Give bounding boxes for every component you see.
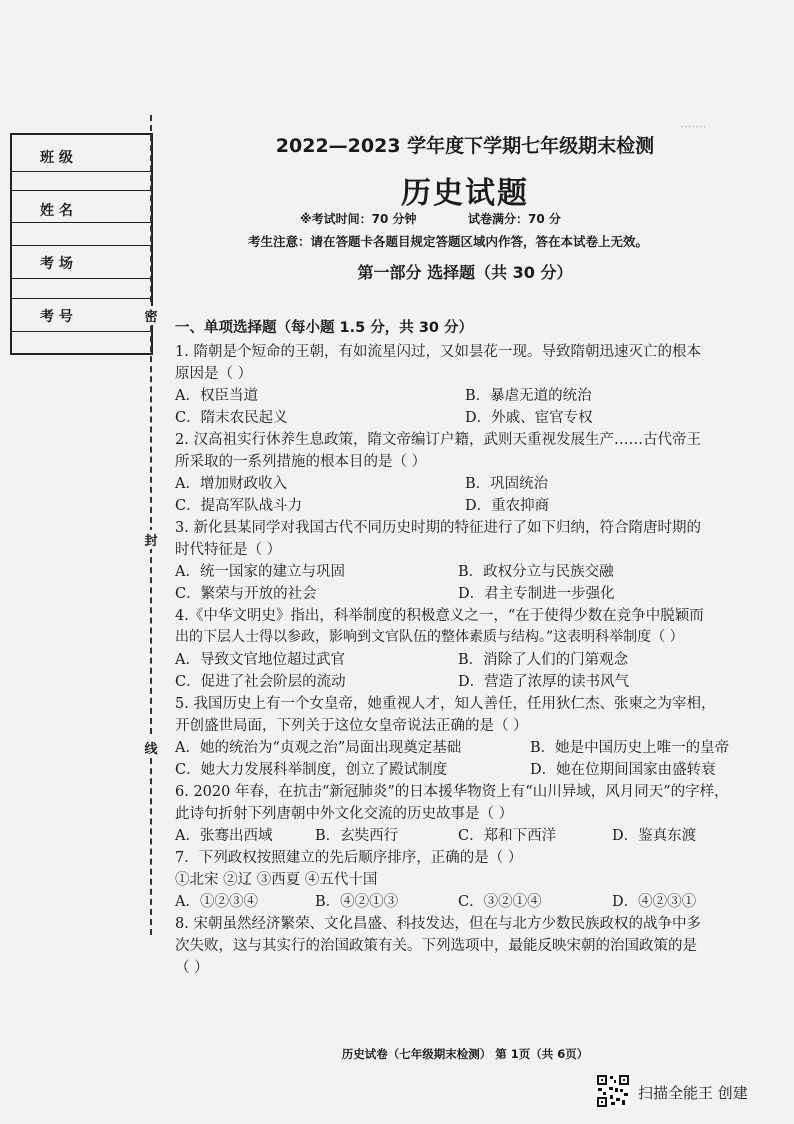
question-5-line-1: 5. 我国历史上有一个女皇帝，她重视人才，知人善任，任用狄仁杰、张柬之为宰相， bbox=[175, 696, 716, 712]
question-4-line-1: 4.《中华文明史》指出，科举制度的积极意义之一，“在于使得少数在竞争中脱颖而 bbox=[175, 608, 704, 624]
exam-time: ※考试时间：70 分钟 bbox=[300, 212, 417, 226]
student-info-box bbox=[10, 133, 153, 355]
divider bbox=[12, 331, 151, 332]
option-d: D．重农抑商 bbox=[465, 498, 550, 514]
option-d: D．君主专制进一步强化 bbox=[458, 586, 615, 602]
option-b: B．④②①③ bbox=[315, 894, 399, 910]
question-7-line-2: ①北宋 ②辽 ③西夏 ④五代十国 bbox=[175, 872, 378, 888]
qr-code-icon bbox=[596, 1074, 630, 1108]
question-8-line-2: 次失败，这与其实行的治国政策有关。下列选项中，最能反映宋朝的治国政策的是 bbox=[175, 938, 697, 954]
exam-notice: 考生注意：请在答题卡各题目规定答题区域内作答，答在本试卷上无效。 bbox=[248, 234, 649, 249]
option-d: D．鉴真东渡 bbox=[612, 828, 697, 844]
scanner-watermark: 扫描全能王 创建 bbox=[638, 1084, 748, 1102]
option-d: D．营造了浓厚的读书风气 bbox=[458, 674, 630, 690]
option-d: D．④②③① bbox=[612, 894, 697, 910]
subject-title: 历史试题 bbox=[401, 176, 529, 211]
option-c: C．郑和下西洋 bbox=[458, 828, 557, 844]
option-d: D．外戚、宦官专权 bbox=[465, 410, 593, 426]
question-3-line-2: 时代特征是（ ） bbox=[175, 542, 282, 558]
option-a: A．权臣当道 bbox=[175, 388, 258, 404]
part-title: 第一部分 选择题（共 30 分） bbox=[357, 263, 573, 282]
question-8-line-3: （ ） bbox=[175, 960, 209, 976]
seal-char-feng: 封 bbox=[143, 530, 159, 549]
option-c: C．繁荣与开放的社会 bbox=[175, 586, 317, 602]
divider bbox=[12, 222, 151, 223]
option-c: C．她大力发展科举制度，创立了殿试制度 bbox=[175, 762, 448, 778]
question-4-line-2: 出的下层人士得以参政，影响到文官队伍的整体素质与结构。”这表明科举制度（ ） bbox=[175, 629, 684, 645]
question-6-line-2: 此诗句折射下列唐朝中外文化交流的历史故事是（ ） bbox=[175, 806, 514, 822]
option-a: A．增加财政收入 bbox=[175, 476, 287, 492]
name-row bbox=[12, 190, 151, 245]
question-8-line-1: 8. 宋朝虽然经济繁荣、文化昌盛、科技发达，但在与北方少数民族政权的战争中多 bbox=[175, 916, 701, 932]
class-row bbox=[12, 135, 151, 190]
bleed-through: ······· bbox=[680, 120, 707, 134]
seal-char-xian: 线 bbox=[143, 738, 159, 757]
option-b: B．暴虐无道的统治 bbox=[465, 388, 592, 404]
name-label: 姓 名 bbox=[40, 203, 73, 219]
option-a: A．①②③④ bbox=[175, 894, 258, 910]
option-d: D．她在位期间国家由盛转衰 bbox=[530, 762, 716, 778]
option-b: B．玄奘西行 bbox=[315, 828, 399, 844]
exam-room-label: 考 场 bbox=[40, 256, 73, 272]
option-b: B．她是中国历史上唯一的皇帝 bbox=[530, 740, 730, 756]
option-c: C．隋末农民起义 bbox=[175, 410, 288, 426]
question-3-line-1: 3. 新化县某同学对我国古代不同历史时期的特征进行了如下归纳，符合隋唐时期的 bbox=[175, 520, 701, 536]
option-c: C．③②①④ bbox=[458, 894, 542, 910]
exam-title: 2022—2023 学年度下学期七年级期末检测 bbox=[275, 135, 655, 157]
question-6-line-1: 6. 2020 年春，在抗击“新冠肺炎”的日本援华物资上有“山川异域，风月同天”的字样， bbox=[175, 784, 729, 800]
option-c: C．提高军队战斗力 bbox=[175, 498, 303, 514]
option-a: A．导致文官地位超过武官 bbox=[175, 652, 345, 668]
seal-char-mi: 密 bbox=[143, 306, 159, 325]
section-title: 一、单项选择题（每小题 1.5 分，共 30 分） bbox=[175, 320, 474, 336]
option-a: A．张骞出西域 bbox=[175, 828, 273, 844]
seal-line bbox=[150, 115, 152, 935]
option-b: B．消除了人们的门第观念 bbox=[458, 652, 629, 668]
question-2-line-2: 所采取的一系列措施的根本目的是（ ） bbox=[175, 454, 427, 470]
class-label: 班 级 bbox=[40, 150, 73, 166]
divider bbox=[12, 278, 151, 279]
question-5-line-2: 开创盛世局面，下列关于这位女皇帝说法正确的是（ ） bbox=[175, 718, 528, 734]
question-2-line-1: 2. 汉高祖实行休养生息政策，隋文帝编订户籍，武则天重视发展生产……古代帝王 bbox=[175, 432, 701, 448]
exam-room-row bbox=[12, 245, 151, 300]
option-b: B．政权分立与民族交融 bbox=[458, 564, 614, 580]
option-b: B．巩固统治 bbox=[465, 476, 549, 492]
page-footer: 历史试卷（七年级期末检测） 第 1页（共 6页） bbox=[341, 1047, 589, 1061]
question-7-line-1: 7．下列政权按照建立的先后顺序排序，正确的是（ ） bbox=[175, 850, 523, 866]
option-a: A．她的统治为“贞观之治”局面出现奠定基础 bbox=[175, 740, 462, 756]
question-1-line-2: 原因是（ ） bbox=[175, 366, 253, 382]
full-score: 试卷满分：70 分 bbox=[468, 212, 561, 226]
exam-number-label: 考 号 bbox=[40, 309, 73, 325]
question-1-line-1: 1. 隋朝是个短命的王朝，有如流星闪过，又如昙花一现。导致隋朝迅速灭亡的根本 bbox=[175, 344, 701, 360]
option-c: C．促进了社会阶层的流动 bbox=[175, 674, 346, 690]
option-a: A．统一国家的建立与巩固 bbox=[175, 564, 345, 580]
divider bbox=[12, 171, 151, 172]
exam-number-row bbox=[12, 298, 151, 353]
